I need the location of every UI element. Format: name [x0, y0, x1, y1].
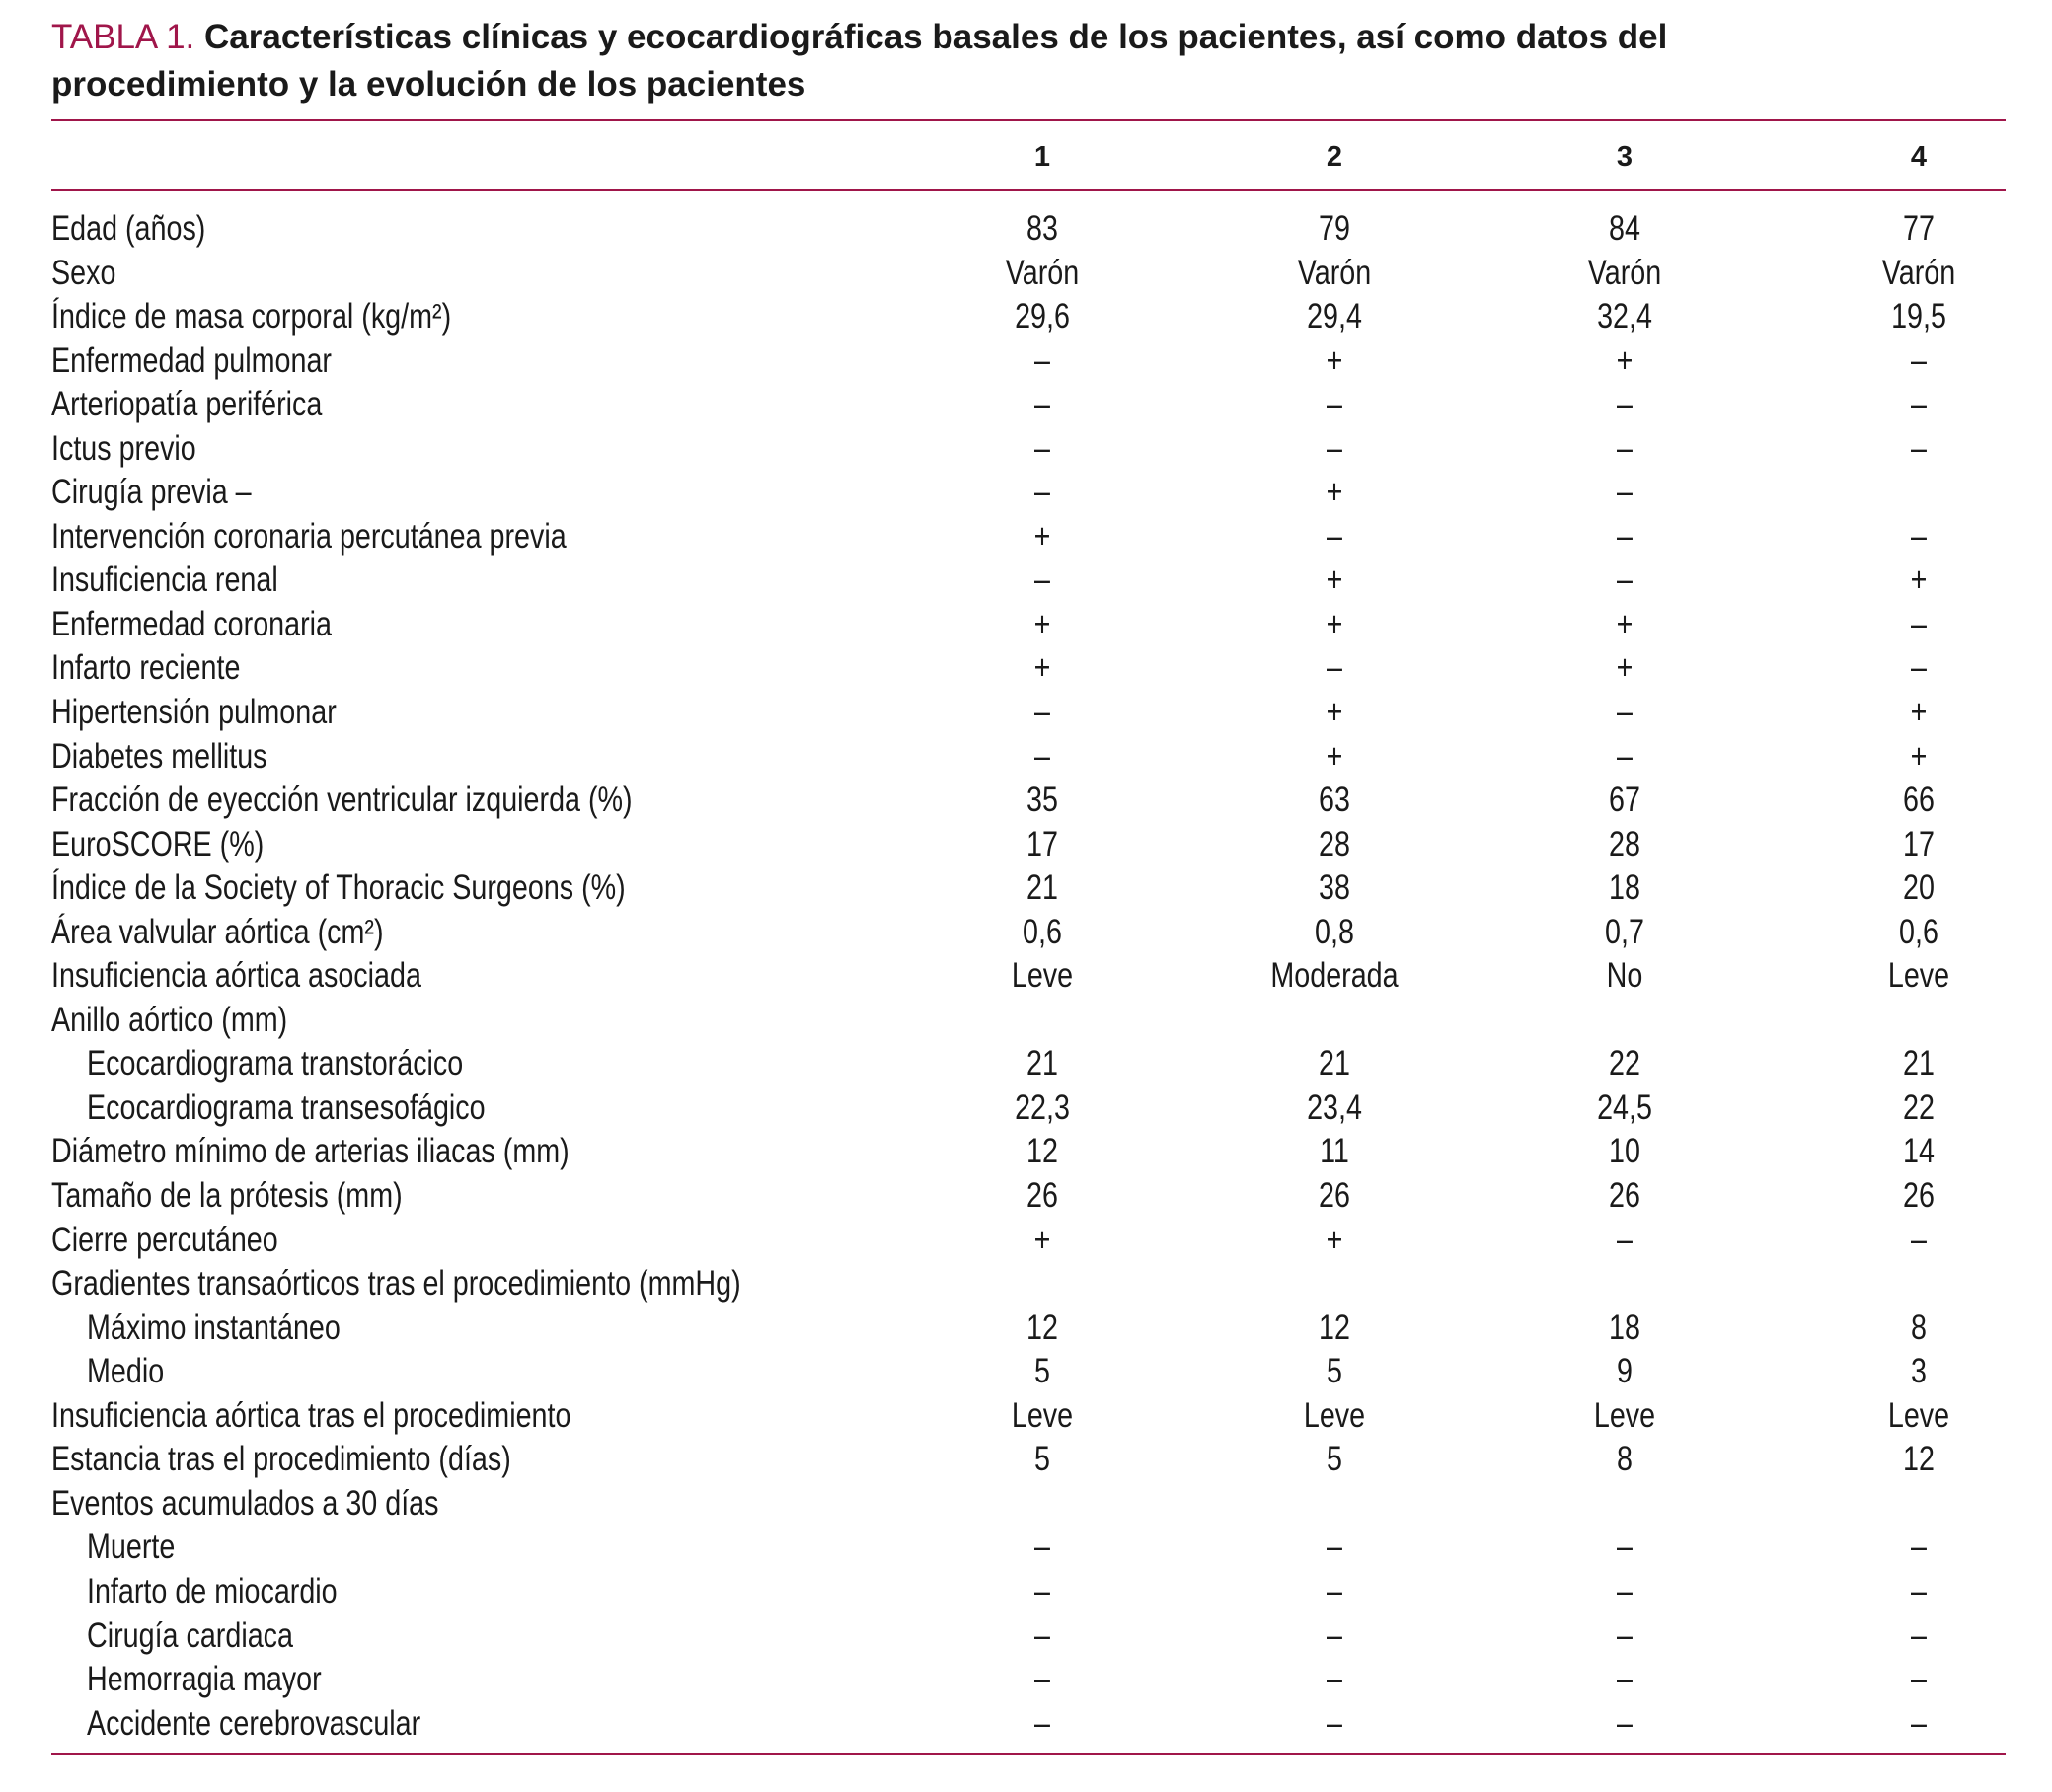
table-row: [51, 1570, 2006, 1614]
row-label: Índice de la Society of Thoracic Surgeons (%): [51, 868, 626, 908]
cell-patient-3: 9: [1617, 1352, 1633, 1391]
cell-patient-2: +: [1326, 340, 1343, 380]
table-row: [51, 1262, 2006, 1307]
cell-patient-2: –: [1327, 516, 1342, 556]
table-row: [51, 427, 2006, 472]
cell-patient-1: 12: [1026, 1307, 1058, 1347]
cell-patient-1: Leve: [1011, 1395, 1074, 1435]
cell-patient-3: Leve: [1593, 1395, 1656, 1435]
cell-patient-3: Varón: [1587, 253, 1662, 292]
cell-patient-1: –: [1034, 385, 1050, 424]
row-label: Diámetro mínimo de arterias iliacas (mm): [51, 1132, 570, 1171]
cell-patient-1: 5: [1034, 1440, 1050, 1479]
table-row: [51, 1307, 2006, 1351]
row-label: Estancia tras el procedimiento (días): [51, 1440, 511, 1479]
table-row: [51, 515, 2006, 560]
table-row: [51, 999, 2006, 1043]
row-label: Muerte: [87, 1528, 176, 1567]
cell-patient-2: 28: [1319, 824, 1350, 863]
cell-patient-4: –: [1911, 1528, 1927, 1567]
row-label: Sexo: [51, 253, 116, 292]
table-row: [51, 954, 2006, 999]
row-label: Cierre percutáneo: [51, 1220, 278, 1259]
cell-patient-1: 5: [1034, 1352, 1050, 1391]
cell-patient-2: +: [1326, 473, 1343, 512]
cell-patient-1: –: [1034, 560, 1050, 600]
cell-patient-1: 35: [1026, 781, 1058, 820]
cell-patient-3: 22: [1609, 1044, 1640, 1083]
cell-patient-4: –: [1911, 604, 1927, 643]
column-header-3: 3: [1616, 141, 1634, 173]
top-rule: [51, 119, 2006, 121]
row-label: Enfermedad pulmonar: [51, 340, 332, 380]
row-label: Tamaño de la prótesis (mm): [51, 1176, 403, 1216]
cell-patient-1: –: [1034, 1571, 1050, 1610]
cell-patient-1: Varón: [1005, 253, 1080, 292]
cell-patient-4: –: [1911, 1571, 1927, 1610]
cell-patient-2: 0,8: [1315, 912, 1354, 951]
column-header-2: 2: [1326, 141, 1343, 173]
cell-patient-2: 63: [1319, 781, 1350, 820]
cell-patient-2: 11: [1320, 1132, 1349, 1171]
table-row: [51, 691, 2006, 735]
cell-patient-4: 17: [1903, 824, 1935, 863]
cell-patient-2: +: [1326, 693, 1343, 732]
column-header-4: 4: [1910, 141, 1928, 173]
cell-patient-2: +: [1326, 1220, 1343, 1259]
cell-patient-3: –: [1617, 560, 1633, 600]
cell-patient-4: –: [1911, 1220, 1927, 1259]
table-row: [51, 1219, 2006, 1263]
cell-patient-4: +: [1910, 560, 1928, 600]
cell-patient-1: 83: [1026, 209, 1058, 248]
cell-patient-3: 18: [1609, 1307, 1640, 1347]
cell-patient-3: No: [1606, 956, 1643, 996]
table-row: [51, 1174, 2006, 1219]
cell-patient-2: 23,4: [1307, 1087, 1362, 1127]
table-row: [51, 1614, 2006, 1659]
cell-patient-4: 12: [1903, 1440, 1935, 1479]
row-label: Cirugía previa –: [51, 473, 252, 512]
row-label: Fracción de eyección ventricular izquierda (%): [51, 781, 633, 820]
cell-patient-3: –: [1617, 1220, 1633, 1259]
cell-patient-3: +: [1616, 648, 1634, 688]
cell-patient-4: +: [1910, 736, 1928, 776]
cell-patient-2: 5: [1327, 1352, 1342, 1391]
cell-patient-4: 26: [1903, 1176, 1935, 1216]
cell-patient-2: –: [1327, 1703, 1342, 1743]
cell-patient-4: 0,6: [1899, 912, 1938, 951]
cell-patient-3: 8: [1617, 1440, 1633, 1479]
cell-patient-3: 84: [1609, 209, 1640, 248]
row-label: Intervención coronaria percutánea previa: [51, 516, 567, 556]
table-row: [51, 383, 2006, 427]
row-label: Gradientes transaórticos tras el procedimiento (mmHg): [51, 1264, 741, 1304]
cell-patient-2: 38: [1319, 868, 1350, 908]
row-label: Ictus previo: [51, 428, 196, 468]
cell-patient-2: –: [1327, 648, 1342, 688]
cell-patient-4: –: [1911, 1615, 1927, 1655]
table-row: [51, 1394, 2006, 1439]
cell-patient-2: –: [1327, 428, 1342, 468]
cell-patient-2: Leve: [1303, 1395, 1366, 1435]
cell-patient-3: 18: [1609, 868, 1640, 908]
table-row: [51, 866, 2006, 911]
row-label: Índice de masa corporal (kg/m²): [51, 297, 452, 336]
table-row: [51, 646, 2006, 691]
table-row: [51, 911, 2006, 955]
cell-patient-4: –: [1911, 648, 1927, 688]
cell-patient-1: 22,3: [1015, 1087, 1070, 1127]
cell-patient-1: 12: [1026, 1132, 1058, 1171]
cell-patient-1: Leve: [1011, 956, 1074, 996]
cell-patient-3: 0,7: [1605, 912, 1644, 951]
cell-patient-4: 19,5: [1891, 297, 1946, 336]
row-label: Diabetes mellitus: [51, 736, 267, 776]
cell-patient-1: +: [1033, 648, 1051, 688]
row-label: Eventos acumulados a 30 días: [51, 1483, 439, 1523]
row-label: Área valvular aórtica (cm²): [51, 912, 384, 951]
cell-patient-3: –: [1617, 1571, 1633, 1610]
row-label: Insuficiencia aórtica asociada: [51, 956, 421, 996]
cell-patient-2: –: [1327, 385, 1342, 424]
cell-patient-3: –: [1617, 1660, 1633, 1699]
cell-patient-2: Moderada: [1270, 956, 1399, 996]
table-row: [51, 1130, 2006, 1174]
row-label: Edad (años): [51, 209, 206, 248]
cell-patient-1: –: [1034, 340, 1050, 380]
cell-patient-3: –: [1617, 516, 1633, 556]
row-label: Accidente cerebrovascular: [87, 1703, 421, 1743]
table-row: [51, 1438, 2006, 1482]
table-title-line1: Características clínicas y ecocardiográficas basales de los pacientes, así como datos del: [204, 18, 1668, 56]
table-label: TABLA 1.: [51, 18, 195, 56]
cell-patient-4: 21: [1903, 1044, 1935, 1083]
cell-patient-2: 29,4: [1307, 297, 1362, 336]
row-label: Insuficiencia aórtica tras el procedimiento: [51, 1395, 571, 1435]
table-row: [51, 1702, 2006, 1747]
row-label: Anillo aórtico (mm): [51, 1000, 288, 1039]
cell-patient-4: 77: [1903, 209, 1935, 248]
cell-patient-1: –: [1034, 1660, 1050, 1699]
table-row: [51, 252, 2006, 296]
cell-patient-2: Varón: [1297, 253, 1372, 292]
row-label: Hipertensión pulmonar: [51, 693, 337, 732]
table-row: [51, 735, 2006, 780]
cell-patient-3: –: [1617, 1615, 1633, 1655]
cell-patient-4: –: [1911, 1703, 1927, 1743]
row-label: Máximo instantáneo: [87, 1307, 341, 1347]
row-label: EuroSCORE (%): [51, 824, 265, 863]
column-header-1: 1: [1033, 141, 1051, 173]
table-row: [51, 779, 2006, 823]
cell-patient-3: –: [1617, 473, 1633, 512]
cell-patient-3: +: [1616, 340, 1634, 380]
cell-patient-4: –: [1911, 516, 1927, 556]
cell-patient-1: 0,6: [1023, 912, 1062, 951]
row-label: Enfermedad coronaria: [51, 604, 332, 643]
cell-patient-1: –: [1034, 428, 1050, 468]
table-row: [51, 339, 2006, 384]
table-body: [51, 207, 2006, 1746]
cell-patient-4: –: [1911, 428, 1927, 468]
table-row: [51, 603, 2006, 647]
table-row: [51, 471, 2006, 515]
cell-patient-1: –: [1034, 1703, 1050, 1743]
cell-patient-1: 26: [1026, 1176, 1058, 1216]
cell-patient-1: 21: [1026, 868, 1058, 908]
cell-patient-4: 66: [1903, 781, 1935, 820]
cell-patient-3: –: [1617, 1703, 1633, 1743]
cell-patient-4: –: [1911, 385, 1927, 424]
cell-patient-3: 24,5: [1597, 1087, 1652, 1127]
cell-patient-4: 22: [1903, 1087, 1935, 1127]
cell-patient-3: –: [1617, 385, 1633, 424]
cell-patient-1: –: [1034, 1528, 1050, 1567]
cell-patient-2: 21: [1319, 1044, 1350, 1083]
table-row: [51, 559, 2006, 603]
cell-patient-3: +: [1616, 604, 1634, 643]
cell-patient-3: 67: [1609, 781, 1640, 820]
cell-patient-3: 28: [1609, 824, 1640, 863]
cell-patient-3: –: [1617, 428, 1633, 468]
cell-patient-3: –: [1617, 693, 1633, 732]
cell-patient-3: –: [1617, 1528, 1633, 1567]
cell-patient-2: 5: [1327, 1440, 1342, 1479]
cell-patient-2: –: [1327, 1571, 1342, 1610]
table-row: [51, 1658, 2006, 1702]
cell-patient-3: 26: [1609, 1176, 1640, 1216]
cell-patient-1: –: [1034, 693, 1050, 732]
cell-patient-1: 29,6: [1015, 297, 1070, 336]
cell-patient-4: 20: [1903, 868, 1935, 908]
cell-patient-1: +: [1033, 604, 1051, 643]
table-row: [51, 1042, 2006, 1086]
cell-patient-3: 32,4: [1597, 297, 1652, 336]
cell-patient-3: 10: [1609, 1132, 1640, 1171]
row-label: Medio: [87, 1352, 165, 1391]
cell-patient-2: +: [1326, 604, 1343, 643]
cell-patient-4: –: [1911, 340, 1927, 380]
cell-patient-4: Leve: [1887, 956, 1950, 996]
table-row: [51, 1086, 2006, 1131]
cell-patient-4: 8: [1911, 1307, 1927, 1347]
row-label: Arteriopatía periférica: [51, 385, 323, 424]
row-label: Insuficiencia renal: [51, 560, 278, 600]
row-label: Ecocardiograma transesofágico: [87, 1087, 486, 1127]
table-title-line2: procedimiento y la evolución de los pacientes: [51, 65, 806, 104]
cell-patient-4: 3: [1911, 1352, 1927, 1391]
cell-patient-2: –: [1327, 1528, 1342, 1567]
cell-patient-1: –: [1034, 473, 1050, 512]
cell-patient-2: +: [1326, 560, 1343, 600]
cell-patient-1: –: [1034, 1615, 1050, 1655]
cell-patient-4: Leve: [1887, 1395, 1950, 1435]
cell-patient-1: –: [1034, 736, 1050, 776]
cell-patient-2: –: [1327, 1615, 1342, 1655]
cell-patient-4: –: [1911, 1660, 1927, 1699]
cell-patient-2: –: [1327, 1660, 1342, 1699]
cell-patient-3: –: [1617, 736, 1633, 776]
cell-patient-2: 26: [1319, 1176, 1350, 1216]
cell-patient-2: 79: [1319, 209, 1350, 248]
header-rule: [51, 189, 2006, 191]
cell-patient-2: 12: [1319, 1307, 1350, 1347]
table-row: [51, 823, 2006, 867]
cell-patient-4: +: [1910, 693, 1928, 732]
cell-patient-1: 17: [1026, 824, 1058, 863]
table-row: [51, 1350, 2006, 1394]
table-row: [51, 207, 2006, 252]
cell-patient-4: Varón: [1881, 253, 1956, 292]
column-header-row: [51, 135, 2006, 179]
row-label: Infarto de miocardio: [87, 1571, 338, 1610]
row-label: Cirugía cardiaca: [87, 1615, 293, 1655]
row-label: Hemorragia mayor: [87, 1660, 322, 1699]
table-row: [51, 1526, 2006, 1570]
cell-patient-1: +: [1033, 516, 1051, 556]
cell-patient-1: 21: [1026, 1044, 1058, 1083]
cell-patient-2: +: [1326, 736, 1343, 776]
table-row: [51, 1482, 2006, 1527]
cell-patient-1: +: [1033, 1220, 1051, 1259]
table-caption: [51, 14, 2006, 109]
table-row: [51, 295, 2006, 339]
bottom-rule: [51, 1753, 2006, 1755]
row-label: Infarto reciente: [51, 648, 241, 688]
row-label: Ecocardiograma transtorácico: [87, 1044, 464, 1083]
cell-patient-4: 14: [1903, 1132, 1935, 1171]
